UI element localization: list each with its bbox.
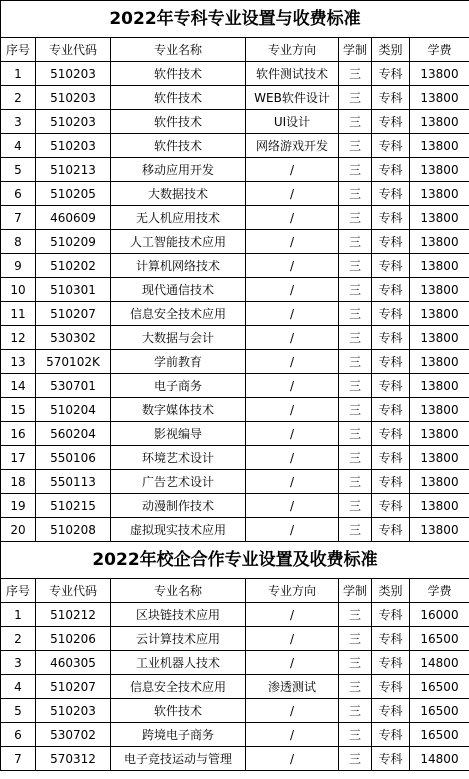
fee-cell: 13800 <box>410 62 469 86</box>
duration-cell: 三 <box>339 494 372 518</box>
direction-cell: / <box>246 278 339 302</box>
code-cell: 510202 <box>36 254 111 278</box>
header-direction: 专业方向 <box>246 579 339 603</box>
fee-cell: 13800 <box>410 86 469 110</box>
table-title: 2022年专科专业设置与收费标准 <box>1 1 469 38</box>
duration-cell: 三 <box>339 254 372 278</box>
duration-cell: 三 <box>339 446 372 470</box>
major-cell: 计算机网络技术 <box>111 254 246 278</box>
header-seq: 序号 <box>1 38 36 62</box>
table-row <box>1 110 469 134</box>
seq-cell: 1 <box>1 603 36 627</box>
code-cell: 510215 <box>36 494 111 518</box>
direction-cell: / <box>246 470 339 494</box>
category-cell: 专科 <box>372 134 410 158</box>
seq-cell: 2 <box>1 627 36 651</box>
fee-cell: 13800 <box>410 158 469 182</box>
duration-cell: 三 <box>339 699 372 723</box>
duration-cell: 三 <box>339 747 372 771</box>
category-cell: 专科 <box>372 158 410 182</box>
duration-cell: 三 <box>339 627 372 651</box>
fee-cell: 13800 <box>410 350 469 374</box>
seq-cell: 13 <box>1 350 36 374</box>
direction-cell: / <box>246 651 339 675</box>
major-cell: 大数据与会计 <box>111 326 246 350</box>
seq-cell: 17 <box>1 446 36 470</box>
major-cell: 虚拟现实技术应用 <box>111 518 246 542</box>
major-cell: 移动应用开发 <box>111 158 246 182</box>
fee-cell: 13800 <box>410 278 469 302</box>
code-cell: 550106 <box>36 446 111 470</box>
major-cell: 环境艺术设计 <box>111 446 246 470</box>
code-cell: 510203 <box>36 110 111 134</box>
fee-cell: 13800 <box>410 374 469 398</box>
fee-cell: 16500 <box>410 675 469 699</box>
duration-cell: 三 <box>339 62 372 86</box>
major-cell: 信息安全技术应用 <box>111 302 246 326</box>
fee-cell: 16500 <box>410 699 469 723</box>
header-direction: 专业方向 <box>246 38 339 62</box>
header-duration: 学制 <box>339 579 372 603</box>
major-cell: 电子商务 <box>111 374 246 398</box>
table-row <box>1 398 469 422</box>
major-cell: 信息安全技术应用 <box>111 675 246 699</box>
code-cell: 510205 <box>36 182 111 206</box>
seq-cell: 6 <box>1 723 36 747</box>
major-cell: 软件技术 <box>111 62 246 86</box>
category-cell: 专科 <box>372 278 410 302</box>
category-cell: 专科 <box>372 747 410 771</box>
seq-cell: 11 <box>1 302 36 326</box>
major-cell: 云计算技术应用 <box>111 627 246 651</box>
table-row <box>1 603 469 627</box>
direction-cell: / <box>246 374 339 398</box>
direction-cell: / <box>246 206 339 230</box>
direction-cell: / <box>246 158 339 182</box>
direction-cell: UI设计 <box>246 110 339 134</box>
seq-cell: 7 <box>1 206 36 230</box>
direction-cell: / <box>246 494 339 518</box>
category-cell: 专科 <box>372 723 410 747</box>
seq-cell: 14 <box>1 374 36 398</box>
table-row <box>1 446 469 470</box>
fee-cell: 13800 <box>410 326 469 350</box>
category-cell: 专科 <box>372 518 410 542</box>
code-cell: 510203 <box>36 62 111 86</box>
fee-cell: 16500 <box>410 627 469 651</box>
duration-cell: 三 <box>339 723 372 747</box>
table-row <box>1 651 469 675</box>
major-cell: 大数据技术 <box>111 182 246 206</box>
duration-cell: 三 <box>339 134 372 158</box>
table-row <box>1 182 469 206</box>
code-cell: 510206 <box>36 627 111 651</box>
category-cell: 专科 <box>372 470 410 494</box>
category-cell: 专科 <box>372 86 410 110</box>
code-cell: 510213 <box>36 158 111 182</box>
table-row <box>1 699 469 723</box>
duration-cell: 三 <box>339 206 372 230</box>
header-duration: 学制 <box>339 38 372 62</box>
duration-cell: 三 <box>339 470 372 494</box>
major-cell: 现代通信技术 <box>111 278 246 302</box>
table-row <box>1 86 469 110</box>
category-cell: 专科 <box>372 230 410 254</box>
duration-cell: 三 <box>339 110 372 134</box>
fee-cell: 13800 <box>410 518 469 542</box>
major-cell: 软件技术 <box>111 86 246 110</box>
table-row <box>1 134 469 158</box>
table-row <box>1 374 469 398</box>
major-cell: 动漫制作技术 <box>111 494 246 518</box>
header-seq: 序号 <box>1 579 36 603</box>
category-cell: 专科 <box>372 651 410 675</box>
seq-cell: 5 <box>1 699 36 723</box>
code-cell: 570312 <box>36 747 111 771</box>
code-cell: 550113 <box>36 470 111 494</box>
fee-cell: 13800 <box>410 302 469 326</box>
header-category: 类别 <box>372 38 410 62</box>
duration-cell: 三 <box>339 651 372 675</box>
category-cell: 专科 <box>372 254 410 278</box>
table-row <box>1 254 469 278</box>
header-major: 专业名称 <box>111 38 246 62</box>
seq-cell: 9 <box>1 254 36 278</box>
code-cell: 510204 <box>36 398 111 422</box>
header-code: 专业代码 <box>36 38 111 62</box>
specialty-section <box>1 1 469 542</box>
direction-cell: / <box>246 398 339 422</box>
duration-cell: 三 <box>339 398 372 422</box>
code-cell: 510203 <box>36 86 111 110</box>
category-cell: 专科 <box>372 110 410 134</box>
fee-cell: 13800 <box>410 134 469 158</box>
table-row <box>1 518 469 542</box>
direction-cell: / <box>246 182 339 206</box>
duration-cell: 三 <box>339 182 372 206</box>
category-cell: 专科 <box>372 374 410 398</box>
seq-cell: 4 <box>1 675 36 699</box>
major-cell: 跨境电子商务 <box>111 723 246 747</box>
direction-cell: / <box>246 326 339 350</box>
fee-cell: 13800 <box>410 110 469 134</box>
seq-cell: 3 <box>1 110 36 134</box>
cooperation-section <box>1 542 469 771</box>
category-cell: 专科 <box>372 302 410 326</box>
direction-cell: WEB软件设计 <box>246 86 339 110</box>
fee-cell: 13800 <box>410 494 469 518</box>
table-title-row <box>1 542 469 579</box>
fee-cell: 13800 <box>410 422 469 446</box>
fee-cell: 13800 <box>410 470 469 494</box>
seq-cell: 4 <box>1 134 36 158</box>
table-title: 2022年校企合作专业设置及收费标准 <box>1 542 469 579</box>
code-cell: 510207 <box>36 675 111 699</box>
header-row <box>1 38 469 62</box>
direction-cell: / <box>246 422 339 446</box>
fee-cell: 13800 <box>410 254 469 278</box>
table-row <box>1 302 469 326</box>
direction-cell: / <box>246 446 339 470</box>
code-cell: 510203 <box>36 134 111 158</box>
code-cell: 530302 <box>36 326 111 350</box>
major-cell: 影视编导 <box>111 422 246 446</box>
table-row <box>1 470 469 494</box>
table-row <box>1 62 469 86</box>
direction-cell: / <box>246 603 339 627</box>
major-cell: 软件技术 <box>111 110 246 134</box>
code-cell: 510301 <box>36 278 111 302</box>
duration-cell: 三 <box>339 326 372 350</box>
major-cell: 软件技术 <box>111 134 246 158</box>
table-row <box>1 158 469 182</box>
table-row <box>1 627 469 651</box>
duration-cell: 三 <box>339 158 372 182</box>
major-cell: 学前教育 <box>111 350 246 374</box>
fee-cell: 13800 <box>410 182 469 206</box>
fee-cell: 13800 <box>410 446 469 470</box>
header-row <box>1 579 469 603</box>
direction-cell: / <box>246 747 339 771</box>
category-cell: 专科 <box>372 206 410 230</box>
category-cell: 专科 <box>372 494 410 518</box>
header-category: 类别 <box>372 579 410 603</box>
seq-cell: 1 <box>1 62 36 86</box>
seq-cell: 12 <box>1 326 36 350</box>
major-cell: 软件技术 <box>111 699 246 723</box>
direction-cell: / <box>246 723 339 747</box>
header-major: 专业名称 <box>111 579 246 603</box>
seq-cell: 6 <box>1 182 36 206</box>
category-cell: 专科 <box>372 182 410 206</box>
duration-cell: 三 <box>339 675 372 699</box>
direction-cell: 网络游戏开发 <box>246 134 339 158</box>
code-cell: 510203 <box>36 699 111 723</box>
direction-cell: / <box>246 518 339 542</box>
category-cell: 专科 <box>372 350 410 374</box>
code-cell: 570102K <box>36 350 111 374</box>
code-cell: 460609 <box>36 206 111 230</box>
fee-cell: 13800 <box>410 230 469 254</box>
direction-cell: / <box>246 627 339 651</box>
seq-cell: 5 <box>1 158 36 182</box>
table-row <box>1 230 469 254</box>
direction-cell: / <box>246 230 339 254</box>
table-row <box>1 494 469 518</box>
category-cell: 专科 <box>372 603 410 627</box>
header-fee: 学费 <box>410 38 469 62</box>
code-cell: 530701 <box>36 374 111 398</box>
code-cell: 510208 <box>36 518 111 542</box>
seq-cell: 15 <box>1 398 36 422</box>
seq-cell: 7 <box>1 747 36 771</box>
major-cell: 电子竞技运动与管理 <box>111 747 246 771</box>
table-row <box>1 723 469 747</box>
seq-cell: 16 <box>1 422 36 446</box>
duration-cell: 三 <box>339 518 372 542</box>
code-cell: 560204 <box>36 422 111 446</box>
duration-cell: 三 <box>339 350 372 374</box>
duration-cell: 三 <box>339 278 372 302</box>
category-cell: 专科 <box>372 422 410 446</box>
category-cell: 专科 <box>372 699 410 723</box>
seq-cell: 20 <box>1 518 36 542</box>
table-row <box>1 278 469 302</box>
table-row <box>1 422 469 446</box>
seq-cell: 8 <box>1 230 36 254</box>
code-cell: 510209 <box>36 230 111 254</box>
code-cell: 460305 <box>36 651 111 675</box>
duration-cell: 三 <box>339 603 372 627</box>
direction-cell: / <box>246 302 339 326</box>
major-cell: 广告艺术设计 <box>111 470 246 494</box>
seq-cell: 18 <box>1 470 36 494</box>
fee-cell: 16500 <box>410 723 469 747</box>
duration-cell: 三 <box>339 230 372 254</box>
category-cell: 专科 <box>372 446 410 470</box>
fee-cell: 16000 <box>410 603 469 627</box>
major-cell: 数字媒体技术 <box>111 398 246 422</box>
duration-cell: 三 <box>339 86 372 110</box>
category-cell: 专科 <box>372 398 410 422</box>
direction-cell: / <box>246 699 339 723</box>
duration-cell: 三 <box>339 302 372 326</box>
direction-cell: 软件测试技术 <box>246 62 339 86</box>
duration-cell: 三 <box>339 374 372 398</box>
direction-cell: / <box>246 350 339 374</box>
category-cell: 专科 <box>372 62 410 86</box>
direction-cell: 渗透测试 <box>246 675 339 699</box>
seq-cell: 2 <box>1 86 36 110</box>
table-row <box>1 206 469 230</box>
table-row <box>1 326 469 350</box>
category-cell: 专科 <box>372 675 410 699</box>
seq-cell: 10 <box>1 278 36 302</box>
duration-cell: 三 <box>339 422 372 446</box>
header-code: 专业代码 <box>36 579 111 603</box>
table-row <box>1 675 469 699</box>
seq-cell: 3 <box>1 651 36 675</box>
category-cell: 专科 <box>372 326 410 350</box>
major-cell: 无人机应用技术 <box>111 206 246 230</box>
direction-cell: / <box>246 254 339 278</box>
fee-cell: 13800 <box>410 398 469 422</box>
code-cell: 530702 <box>36 723 111 747</box>
category-cell: 专科 <box>372 627 410 651</box>
table-title-row <box>1 1 469 38</box>
code-cell: 510212 <box>36 603 111 627</box>
seq-cell: 19 <box>1 494 36 518</box>
major-cell: 区块链技术应用 <box>111 603 246 627</box>
fee-cell: 14800 <box>410 651 469 675</box>
major-cell: 人工智能技术应用 <box>111 230 246 254</box>
header-fee: 学费 <box>410 579 469 603</box>
major-cell: 工业机器人技术 <box>111 651 246 675</box>
table-row <box>1 747 469 771</box>
code-cell: 510207 <box>36 302 111 326</box>
fee-cell: 13800 <box>410 206 469 230</box>
table-row <box>1 350 469 374</box>
fee-cell: 14800 <box>410 747 469 771</box>
